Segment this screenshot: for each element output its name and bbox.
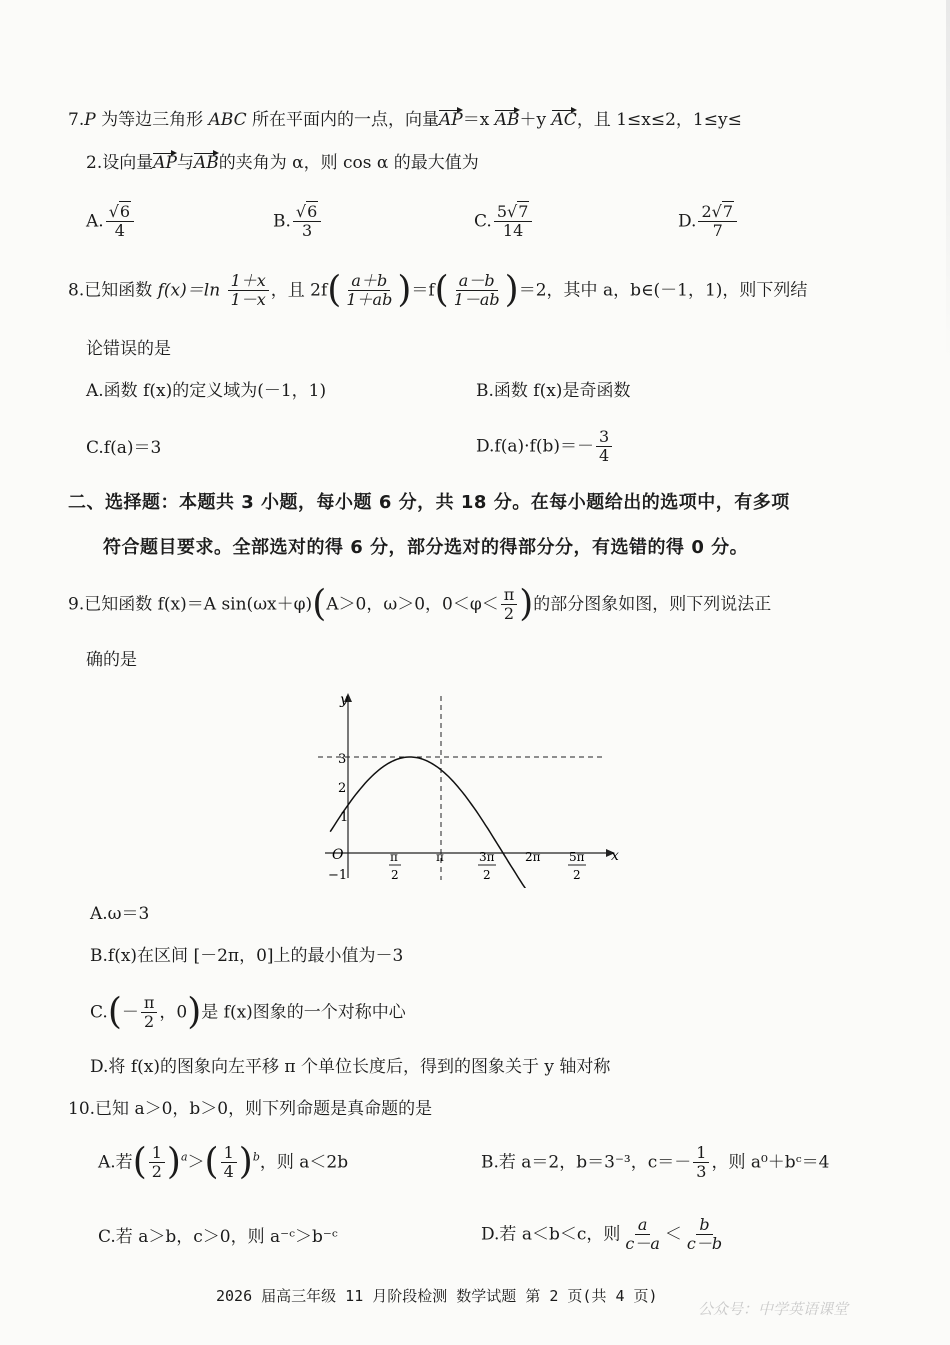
watermark: 公众号：中学英语课堂 <box>698 1300 849 1318</box>
x-tick-pi-2-den: 2 <box>391 868 399 882</box>
x-tick-3pi-2-den: 2 <box>483 868 491 882</box>
section2-line1: 二、选择题：本题共 3 小题，每小题 6 分，共 18 分。在每小题给出的选项中，有多项 <box>68 492 790 513</box>
q7-option-b: B. $\frac{√6}{3}$ <box>273 203 323 241</box>
q9-option-b: B.f(x)在区间 [－2π，0]上的最小值为－3 <box>90 946 404 966</box>
page-edge-shadow <box>946 0 950 360</box>
x-tick-2pi: 2π <box>525 850 541 864</box>
x-tick-pi: π <box>436 850 444 864</box>
q8-line2: 论错误的是 <box>86 339 171 359</box>
q9-option-d: D.将 f(x)的图象向左平移 π 个单位长度后，得到的图象关于 y 轴对称 <box>90 1057 611 1077</box>
sine-curve <box>330 757 608 888</box>
origin-label: O <box>332 847 344 863</box>
y-tick-1: 1 <box>340 810 349 825</box>
q8-option-a: A.函数 f(x)的定义域为(－1，1) <box>86 381 327 401</box>
x-tick-5pi-2-num: 5π <box>569 850 585 864</box>
q7-option-c: C. $\frac{5√7}{14}$ <box>474 203 534 241</box>
q9-option-c: C.(－ $\frac{\pi}{2}$ ，0)是 f(x)图象的一个对称中心 <box>90 991 406 1033</box>
q8-line1: 8.已知函数 f(x)＝ln $\frac{1+x}{1-x}$ ，且 2f( $\frac{a+b}{1+ab}$ )＝f( $\frac{a-b}{1-ab}$ )＝2，其中 a，b∈(－1，1)，则下列结 <box>68 269 808 311</box>
q10-option-b: B.若 a＝2，b＝3⁻³，c＝－ $\frac{1}{3}$ ，则 a⁰＋bᶜ＝4 <box>481 1143 830 1182</box>
x-tick-3pi-2-num: 3π <box>479 850 495 864</box>
q9-option-a: A.ω＝3 <box>90 904 150 924</box>
x-tick-pi-2-num: π <box>390 850 398 864</box>
vec-ab: AB <box>494 110 520 130</box>
q7-option-d: D. $\frac{2√7}{7}$ <box>678 203 739 241</box>
page-footer: 2026 届高三年级 11 月阶段检测 数学试题 第 2 页(共 4 页) <box>216 1287 658 1305</box>
q10-line1: 10.已知 a＞0，b＞0，则下列命题是真命题的是 <box>68 1099 433 1119</box>
vec-ap: AP <box>439 110 463 130</box>
y-label: y <box>340 692 348 708</box>
x-label: x <box>611 848 619 864</box>
q9-line1: 9.已知函数 f(x)＝A sin(ωx＋φ)(A＞0，ω＞0，0＜φ＜ $\frac{\pi}{2}$ )的部分图象如图，则下列说法正 <box>68 583 772 625</box>
q10-option-c: C.若 a＞b，c＞0，则 a⁻ᶜ＞b⁻ᶜ <box>98 1227 338 1247</box>
q8-option-c: C.f(a)＝3 <box>86 438 162 458</box>
q9-function-graph <box>300 688 630 888</box>
vec-ab-2: AB <box>193 153 219 173</box>
q8-option-b: B.函数 f(x)是奇函数 <box>476 381 631 401</box>
section2-line2: 符合题目要求。全部选对的得 6 分，部分选对的得部分分，有选错的得 0 分。 <box>103 537 749 558</box>
q10-option-a: A.若( $\frac{1}{2}$ )$^a$＞( $\frac{1}{4}$ )$^b$，则 a＜2b <box>98 1141 349 1183</box>
y-tick-3: 3 <box>338 752 347 767</box>
y-tick-2: 2 <box>338 781 347 796</box>
q7-option-a: A. $\frac{√6}{4}$ <box>86 203 136 241</box>
x-tick-5pi-2-den: 2 <box>573 868 581 882</box>
y-tick-neg1: −1 <box>328 868 348 883</box>
q7-line1: 7.P 为等边三角形 ABC 所在平面内的一点，向量AP＝x AB＋y AC，且 1≤x≤2，1≤y≤ <box>68 110 742 130</box>
vec-ac: AC <box>551 110 577 130</box>
q9-line2: 确的是 <box>86 650 137 670</box>
q8-option-d: D.f(a)·f(b)＝－ $\frac{3}{4}$ <box>476 428 614 466</box>
q7-line2: 2.设向量AP与AB的夹角为 α，则 cos α 的最大值为 <box>86 153 479 173</box>
q10-option-d: D.若 a＜b＜c，则 $\frac{a}{c-a}$ ＜ $\frac{b}{c-b}$ <box>481 1215 723 1254</box>
vec-ap-2: AP <box>153 153 177 173</box>
